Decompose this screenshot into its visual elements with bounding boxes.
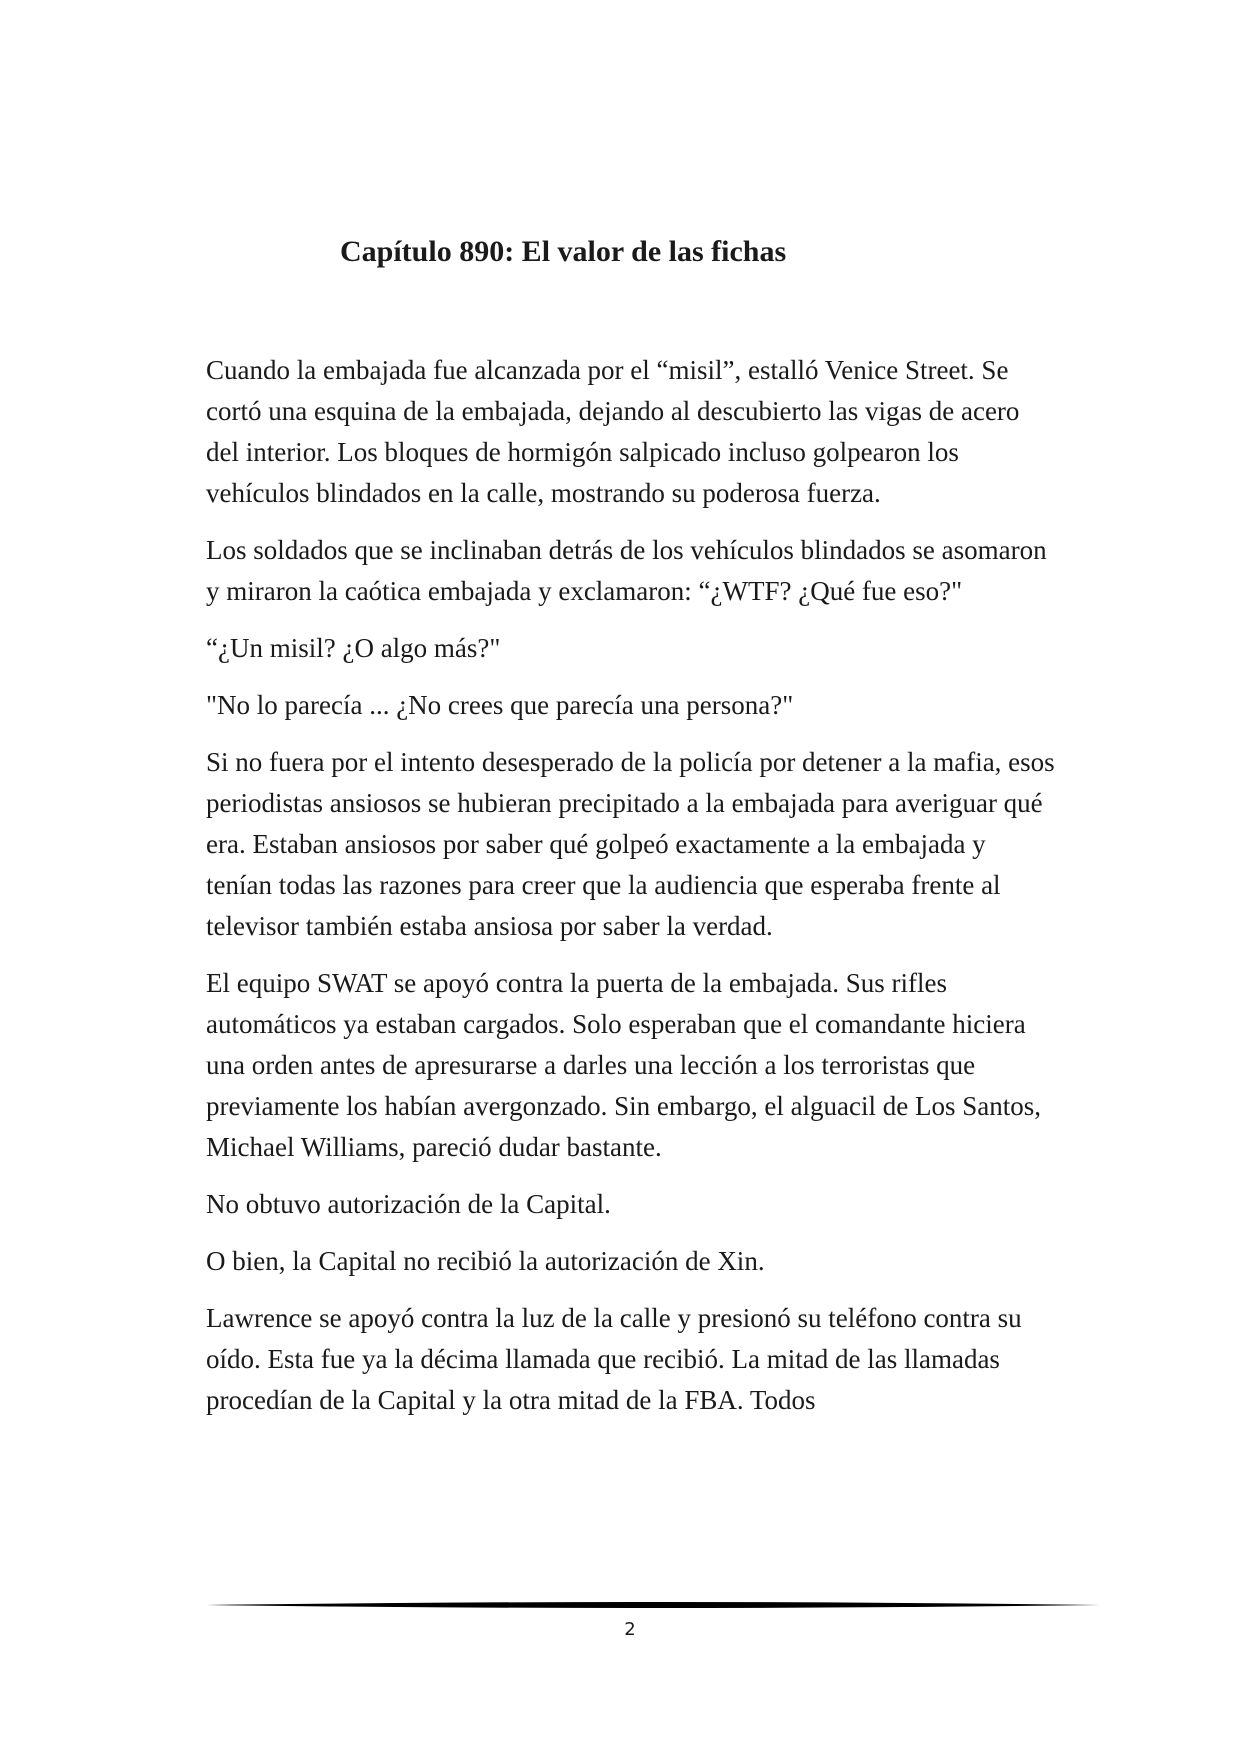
body-text: [206, 350, 1056, 1437]
paragraph: Si no fuera por el intento desesperado de la policía por detener a la mafia, esos periodistas ansiosos se hubieran precipitado a la embajada para averiguar qué era. Estaban ansiosos por saber qué golpeó exactamente a la embajada y tenían todas las razones para creer que la audiencia que esperaba frente al televisor también estaba ansiosa por saber la verdad.: [206, 747, 1055, 941]
paragraph: O bien, la Capital no recibió la autorización de Xin.: [206, 1246, 765, 1276]
page-number: 2: [624, 1619, 636, 1640]
paragraph: No obtuvo autorización de la Capital.: [206, 1189, 611, 1219]
paragraph: Lawrence se apoyó contra la luz de la calle y presionó su teléfono contra su oído. Esta fue ya la décima llamada que recibió. La mitad de las llamadas procedían de la Capital y la otra mitad de la FBA. Todos: [206, 1303, 1022, 1415]
paragraph: Los soldados que se inclinaban detrás de los vehículos blindados se asomaron y miraron la caótica embajada y exclamaron: “¿WTF? ¿Qué fue eso?": [206, 535, 1047, 606]
paragraph: “¿Un misil? ¿O algo más?": [206, 633, 501, 663]
chapter-title: Capítulo 890: El valor de las fichas: [340, 235, 787, 268]
paragraph: El equipo SWAT se apoyó contra la puerta de la embajada. Sus rifles automáticos ya estaban cargados. Solo esperaban que el comandante hiciera una orden antes de apresurarse a darles una lección a los terroristas que previamente los habían avergonzado. Sin embargo, el alguacil de Los Santos, Michael Williams, pareció dudar bastante.: [206, 968, 1042, 1162]
footer-divider: [206, 1598, 1100, 1612]
paragraph: Cuando la embajada fue alcanzada por el “misil”, estalló Venice Street. Se cortó una esquina de la embajada, dejando al descubierto las vigas de acero del interior. Los bloques de hormigón salpicado incluso golpearon los vehículos blindados en la calle, mostrando su poderosa fuerza.: [206, 355, 1020, 508]
paragraph: "No lo parecía ... ¿No crees que parecía una persona?": [206, 690, 794, 720]
